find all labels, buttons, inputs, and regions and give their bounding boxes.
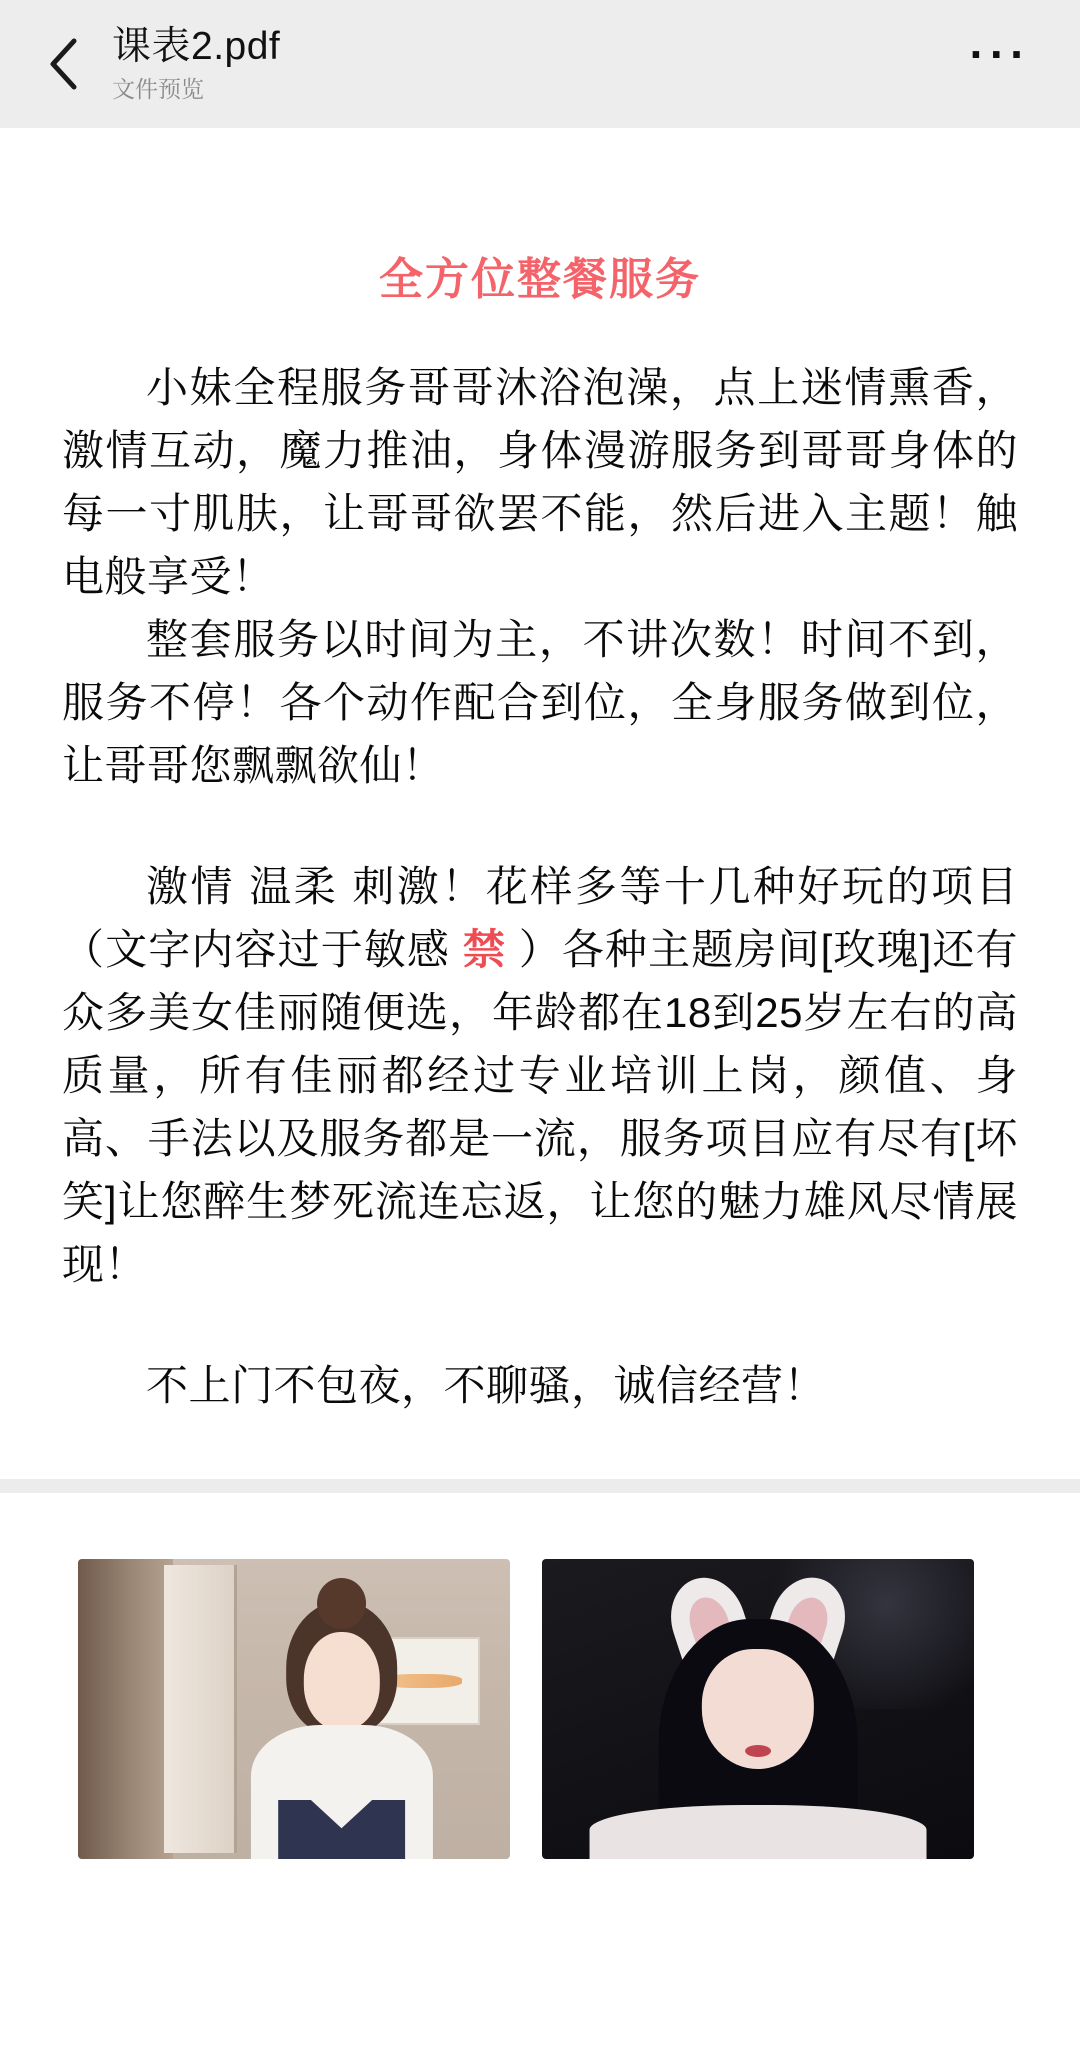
photo1-wall [78, 1559, 173, 1859]
app-header [0, 0, 1080, 128]
document-preview [0, 250, 1080, 1417]
document-paragraph-4: 不上门不包夜，不聊骚，诚信经营！ [146, 1362, 827, 1409]
document-heading: 全方位整餐服务 [379, 255, 701, 304]
gallery-image-2[interactable] [542, 1559, 974, 1859]
photo1-face [303, 1632, 379, 1730]
photo1-door [164, 1565, 236, 1853]
page-subtitle: 文件预览 [112, 76, 204, 102]
document-paragraph-2: 整套服务以时间为主，不讲次数！时间不到，服务不停！各个动作配合到位，全身服务做到位，让哥哥您飘飘欲仙！ [62, 616, 1018, 789]
back-button[interactable] [36, 24, 92, 104]
photo2-lips [745, 1745, 771, 1757]
header-title-block [112, 23, 962, 105]
image-gallery [0, 1493, 1080, 1859]
photo1-subject [268, 1601, 415, 1859]
sensitive-mark: 禁 [462, 926, 506, 973]
chevron-left-icon [47, 36, 81, 92]
photo1-collar [278, 1800, 405, 1859]
paragraph-3-part-a: 激情 温柔 刺激！花样多等十几种好玩的项目（文字内容过于敏感 [62, 863, 1018, 973]
page-title: 课表2.pdf [112, 25, 281, 68]
photo1-torso [250, 1725, 432, 1859]
more-options-button[interactable] [962, 26, 1038, 102]
photo2-shoulder [590, 1805, 927, 1859]
more-horizontal-icon: ··· [969, 28, 1031, 80]
gallery-image-1[interactable] [78, 1559, 510, 1859]
section-divider [0, 1479, 1080, 1493]
document-paragraph-3 [62, 855, 1018, 1296]
paragraph-3-part-b: ）各种主题房间[玫瑰]还有众多美女佳丽随便选，年龄都在18到25岁左右的高质量，所有佳丽都经过专业培训上岗，颜值、身高、手法以及服务都是一流，服务项目应有尽有[坏笑]让您醉生梦死流连忘返，让您的魅力雄风尽情展现！ [62, 926, 1018, 1288]
document-paragraph-1: 小妹全程服务哥哥沐浴泡澡，点上迷情熏香，激情互动，魔力推油，身体漫游服务到哥哥身体的每一寸肌肤，让哥哥欲罢不能，然后进入主题！触电般享受！ [62, 364, 1018, 600]
photo1-hair-bun [317, 1578, 367, 1630]
